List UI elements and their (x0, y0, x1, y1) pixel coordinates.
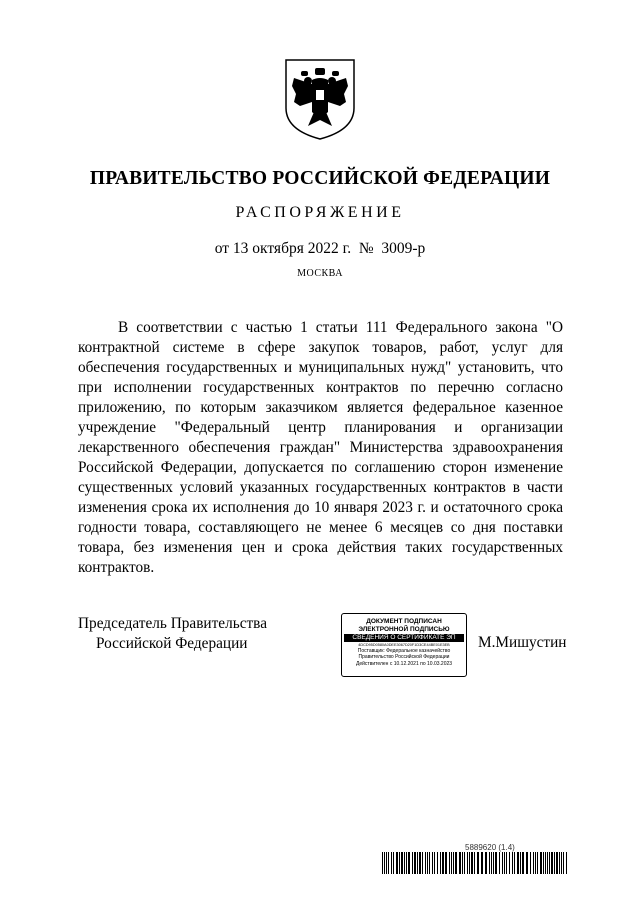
barcode-bar (520, 852, 521, 874)
barcode-bar (388, 852, 389, 874)
barcode-bar (434, 852, 435, 874)
barcode-bar (432, 852, 433, 874)
barcode-bar (533, 852, 534, 874)
signer-name: М.Мишустин (478, 634, 567, 651)
stamp-issuer: Поставщик: Федеральное казначейство (357, 648, 451, 654)
barcode-number: 5889620 (1.4) (465, 843, 515, 852)
barcode-bar (506, 852, 507, 874)
barcode-bar (406, 852, 407, 874)
barcode-bar (419, 852, 421, 874)
barcode-bar (554, 852, 555, 874)
barcode-bar (437, 852, 438, 874)
barcode-bar (391, 852, 392, 874)
barcode-bar (502, 852, 503, 874)
barcode-bar (522, 852, 524, 874)
barcode-bar (417, 852, 418, 874)
barcode-bar (471, 852, 473, 874)
barcode-bar (469, 852, 470, 874)
barcode-bar (530, 852, 531, 874)
stamp-line1: ДОКУМЕНТ ПОДПИСАН (366, 618, 442, 625)
barcode-bar (451, 852, 452, 874)
signer-position-line1: Председатель Правительства (78, 615, 267, 632)
barcode-bar (462, 852, 463, 874)
barcode-bar (408, 852, 410, 874)
barcode-bar (404, 852, 405, 874)
barcode-bar (414, 852, 416, 874)
barcode-bar (547, 852, 548, 874)
barcode-bar (477, 852, 479, 874)
barcode-bar (491, 852, 492, 874)
barcode-bar (556, 852, 558, 874)
stamp-serial: 4DCD95D0580A0DEE3067D20F1D3CE44BE01E3EB (358, 643, 450, 647)
barcode-bar (449, 852, 450, 874)
barcode-bar (445, 852, 447, 874)
barcode-bar (382, 852, 383, 874)
document-type: РАСПОРЯЖЕНИЕ (235, 204, 405, 221)
barcode-bar (427, 852, 428, 874)
barcode-bar (459, 852, 461, 874)
barcode-bar (535, 852, 536, 874)
barcode-bar (485, 852, 487, 874)
coat-of-arms-emblem (282, 56, 358, 142)
barcode-bar (455, 852, 457, 874)
barcode-bar (517, 852, 519, 874)
stamp-banner: СВЕДЕНИЯ О СЕРТИФИКАТЕ ЭП (344, 634, 464, 642)
barcode-bar (559, 852, 560, 874)
document-body-text: В соответствии с частью 1 статьи 111 Федерального закона "О контрактной системе в сфере закупок товаров, работ, услуг для обеспечения государственных и муниципальных нужд" установить, что при исполнении государственных контрактов по перечню согласно приложению, по которым заказчиком является федеральное казенное учреждение "Федеральный центр планирования и организации лекарственного обеспечения граждан" Министерства здравоохранения Российской Федерации, допускается по соглашению сторон изменение существенных условий указанных государственных контрактов в части изменения срока их исполнения до 10 января 2023 г. и остаточного срока годности товара, составляющего не менее 6 месяцев со дня поставки товара, без изменения цен и срока действия таких государственных контрактов. (78, 319, 563, 576)
barcode-bar (514, 852, 515, 874)
barcode (382, 852, 568, 874)
barcode-bar (393, 852, 394, 874)
barcode-bar (566, 852, 567, 874)
barcode-bar (561, 852, 562, 874)
document-date-number: от 13 октября 2022 г. № 3009-р (214, 240, 426, 257)
barcode-bar (504, 852, 505, 874)
barcode-bar (563, 852, 564, 874)
barcode-bar (474, 852, 475, 874)
stamp-line2: ЭЛЕКТРОННОЙ ПОДПИСЬЮ (358, 626, 450, 633)
barcode-bar (453, 852, 454, 874)
barcode-bar (540, 852, 542, 874)
barcode-bar (512, 852, 513, 874)
barcode-bar (464, 852, 465, 874)
electronic-signature-stamp (341, 613, 467, 677)
barcode-bar (422, 852, 423, 874)
barcode-bar (551, 852, 553, 874)
barcode-bar (495, 852, 497, 874)
barcode-bar (412, 852, 413, 874)
barcode-bar (526, 852, 528, 874)
barcode-bar (396, 852, 398, 874)
signer-position (78, 614, 267, 654)
barcode-bar (493, 852, 494, 874)
government-title: ПРАВИТЕЛЬСТВО РОССИЙСКОЙ ФЕДЕРАЦИИ (89, 168, 551, 189)
stamp-owner: Правительство Российской Федерации (358, 654, 450, 661)
barcode-bar (481, 852, 483, 874)
document-city: МОСКВА (297, 268, 343, 279)
barcode-bar (384, 852, 385, 874)
barcode-bar (442, 852, 444, 874)
barcode-bar (467, 852, 468, 874)
barcode-bar (399, 852, 400, 874)
barcode-bar (425, 852, 426, 874)
barcode-bar (537, 852, 538, 874)
signer-position-line2: Российской Федерации (96, 635, 248, 652)
barcode-bar (386, 852, 387, 874)
barcode-bar (509, 852, 510, 874)
barcode-bar (440, 852, 441, 874)
barcode-bar (549, 852, 550, 874)
barcode-bar (401, 852, 403, 874)
barcode-bar (545, 852, 546, 874)
barcode-bar (543, 852, 544, 874)
barcode-bar (489, 852, 490, 874)
barcode-bar (499, 852, 500, 874)
barcode-bar (429, 852, 430, 874)
stamp-validity: Действителен с 10.12.2021 по 10.03.2023 (355, 660, 453, 667)
